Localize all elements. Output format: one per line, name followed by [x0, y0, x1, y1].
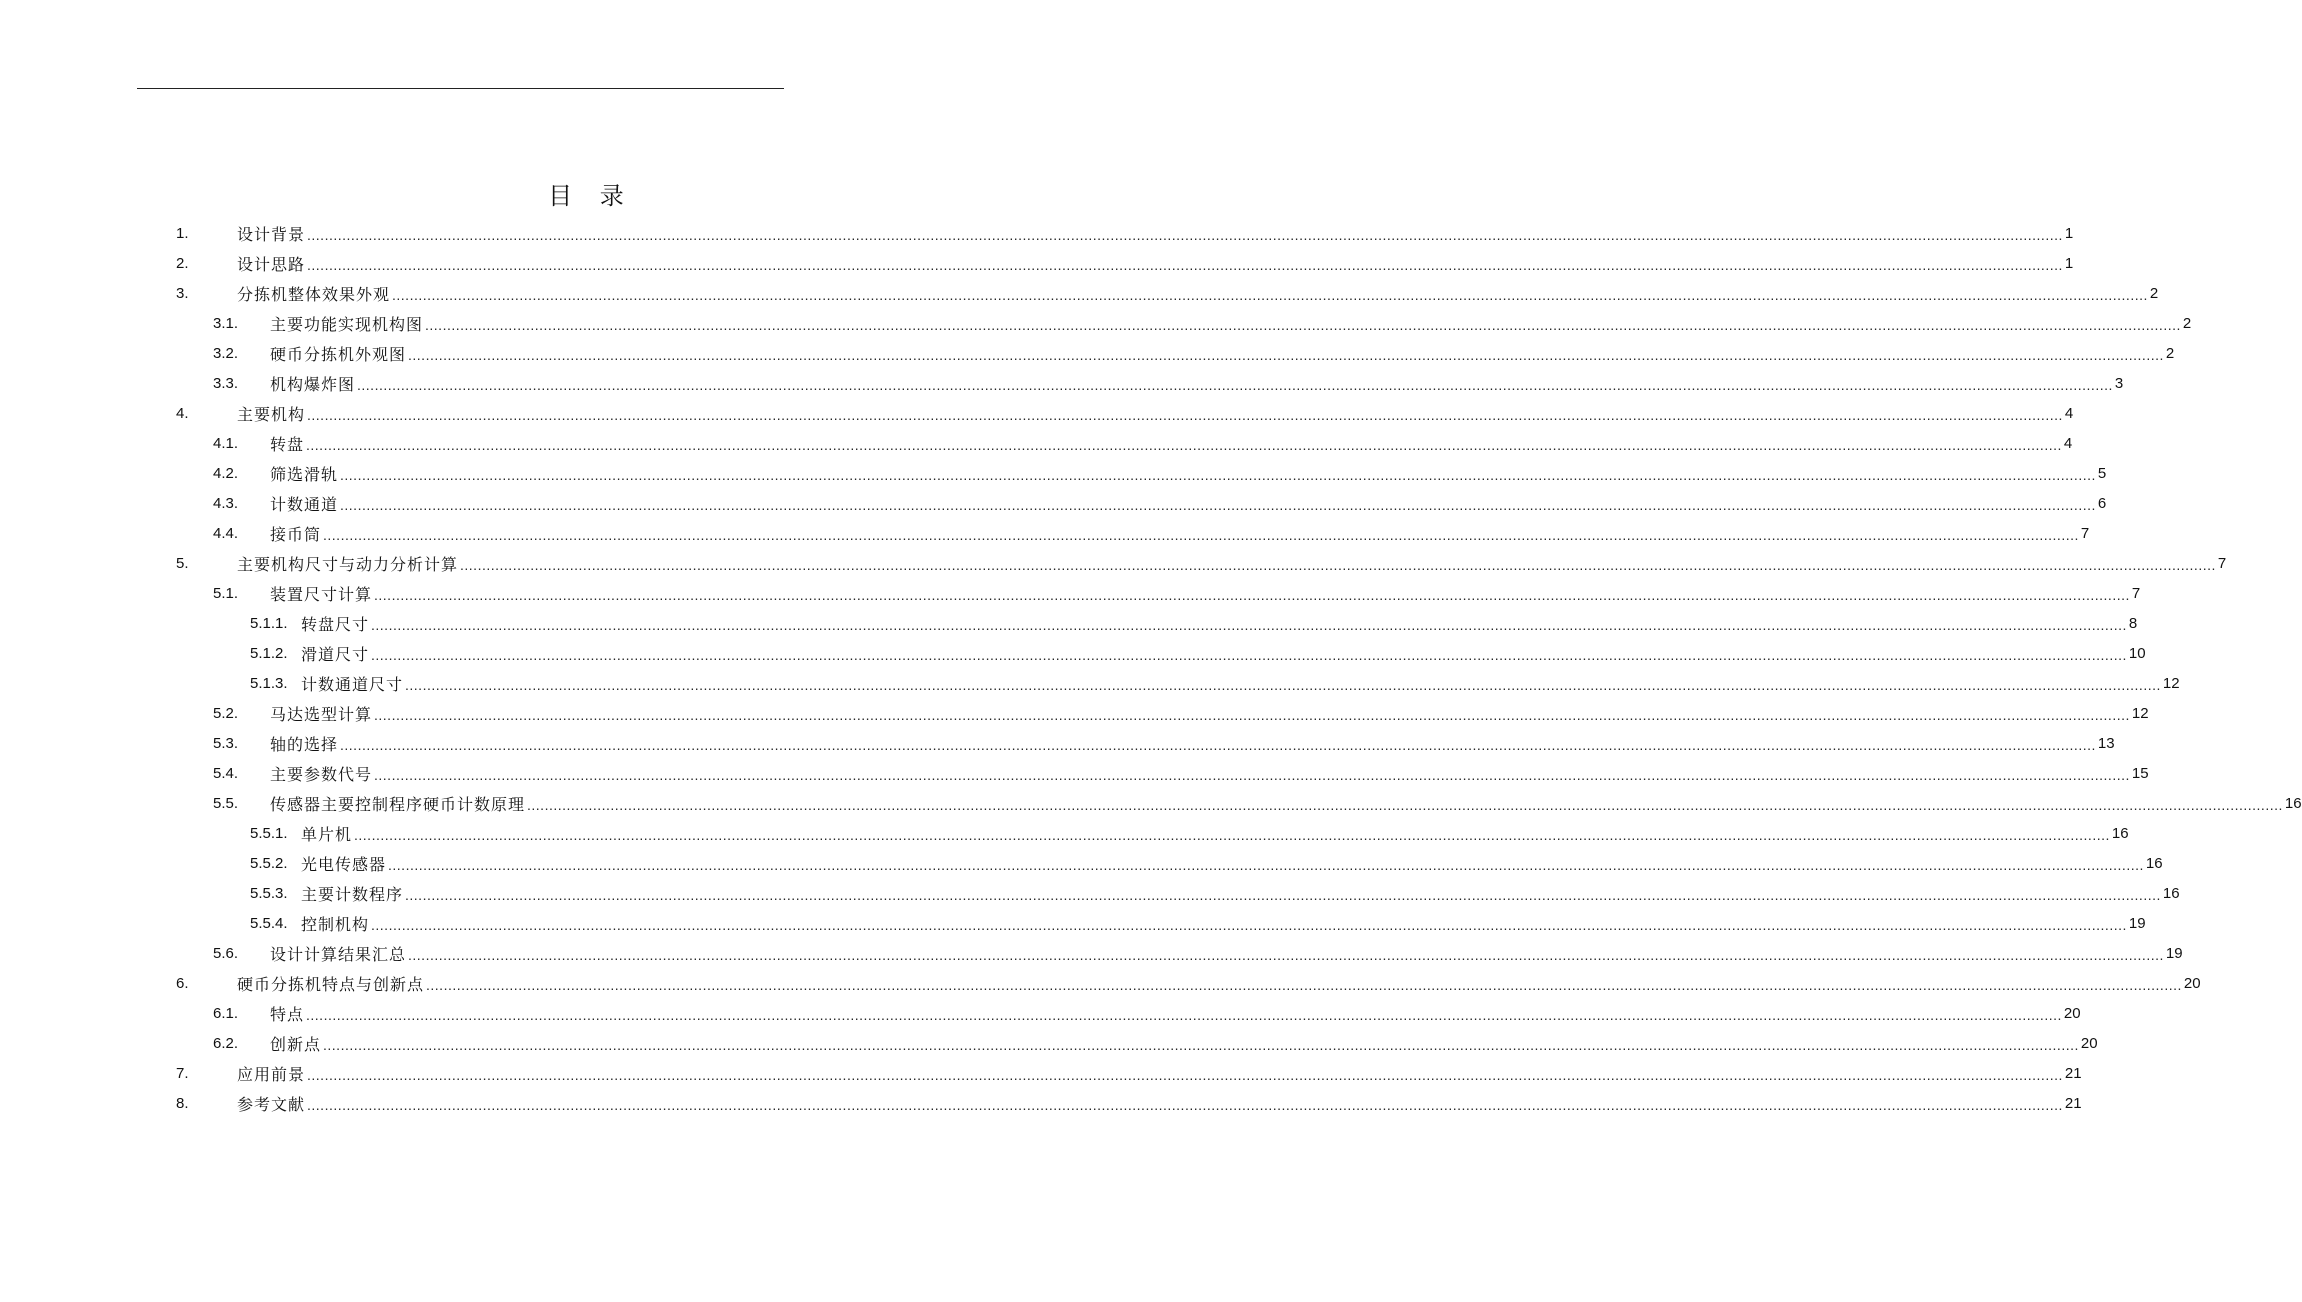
toc-entry[interactable] [250, 818, 2129, 848]
toc-entry[interactable] [213, 788, 2302, 818]
toc-entry-number: 5.1. [213, 584, 239, 602]
toc-entry-page: 12 [2162, 674, 2180, 692]
toc-entry-page: 21 [2064, 1064, 2082, 1082]
toc-dot-leader: ................................................................................................................................................................................................................................................................................................................................................................................................................ [460, 557, 2216, 573]
toc-entry-text: 硬币分拣机外观图 [270, 344, 407, 364]
toc-dot-leader: ................................................................................................................................................................................................................................................................................................................................................................................................................ [340, 467, 2096, 483]
toc-entry-page: 8 [2128, 614, 2138, 632]
toc-entry-page: 16 [2284, 794, 2302, 812]
toc-entry-text: 装置尺寸计算 [270, 584, 373, 604]
toc-entry-text: 轴的选择 [270, 734, 339, 754]
toc-entry-text: 主要参数代号 [270, 764, 373, 784]
toc-entry-number: 3. [176, 284, 189, 302]
toc-entry-page: 7 [2131, 584, 2141, 602]
toc-entry[interactable] [213, 518, 2090, 548]
toc-entry-text: 主要功能实现机构图 [270, 314, 424, 334]
toc-entry-number: 6.1. [213, 1004, 239, 1022]
toc-entry-text: 转盘尺寸 [301, 614, 370, 634]
toc-entry-page: 16 [2145, 854, 2163, 872]
toc-entry-text: 主要计数程序 [301, 884, 404, 904]
toc-entry-page: 21 [2064, 1094, 2082, 1112]
toc-entry-page: 6 [2097, 494, 2107, 512]
toc-entry-number: 5.5.2. [250, 854, 288, 872]
toc-entry-number: 5.5.4. [250, 914, 288, 932]
toc-title: 目 录 [548, 182, 634, 210]
toc-entry-number: 3.3. [213, 374, 239, 392]
toc-entry-number: 5.1.2. [250, 644, 288, 662]
toc-entry-number: 5.2. [213, 704, 239, 722]
toc-dot-leader: ................................................................................................................................................................................................................................................................................................................................................................................................................ [408, 347, 2164, 363]
toc-entry[interactable] [213, 428, 2073, 458]
toc-entry-page: 4 [2064, 404, 2074, 422]
toc-entry[interactable] [213, 938, 2183, 968]
toc-entry-number: 5.5.3. [250, 884, 288, 902]
toc-entry-text: 单片机 [301, 824, 353, 844]
toc-entry-number: 5.1.1. [250, 614, 288, 632]
toc-dot-leader: ................................................................................................................................................................................................................................................................................................................................................................................................................ [408, 947, 2164, 963]
toc-entry-text: 设计思路 [237, 254, 306, 274]
toc-entry-page: 5 [2097, 464, 2107, 482]
toc-entry-page: 10 [2128, 644, 2146, 662]
toc-dot-leader: ................................................................................................................................................................................................................................................................................................................................................................................................................ [307, 227, 2063, 243]
toc-entry-page: 13 [2097, 734, 2115, 752]
toc-entry-text: 滑道尺寸 [301, 644, 370, 664]
toc-entry-page: 1 [2064, 254, 2074, 272]
toc-entry-page: 7 [2217, 554, 2227, 572]
toc-entry-number: 4.2. [213, 464, 239, 482]
toc-entry-page: 19 [2128, 914, 2146, 932]
header-rule [137, 88, 784, 89]
toc-entry[interactable] [213, 698, 2149, 728]
toc-entry-number: 4.4. [213, 524, 239, 542]
toc-entry-number: 6. [176, 974, 189, 992]
toc-entry-text: 计数通道 [270, 494, 339, 514]
toc-entry-number: 1. [176, 224, 189, 242]
toc-dot-leader: ................................................................................................................................................................................................................................................................................................................................................................................................................ [374, 587, 2130, 603]
toc-entry[interactable] [213, 998, 2081, 1028]
toc-entry-text: 转盘 [270, 434, 305, 454]
toc-entry-number: 8. [176, 1094, 189, 1112]
toc-entry[interactable] [176, 1058, 2082, 1088]
toc-entry-text: 筛选滑轨 [270, 464, 339, 484]
toc-entry[interactable] [213, 368, 2124, 398]
toc-entry-page: 2 [2182, 314, 2192, 332]
toc-entry[interactable] [176, 248, 2074, 278]
toc-entry[interactable] [213, 308, 2192, 338]
toc-entry-number: 5. [176, 554, 189, 572]
toc-dot-leader: ................................................................................................................................................................................................................................................................................................................................................................................................................ [392, 287, 2148, 303]
toc-dot-leader: ................................................................................................................................................................................................................................................................................................................................................................................................................ [357, 377, 2113, 393]
toc-entry-text: 传感器主要控制程序硬币计数原理 [270, 794, 526, 814]
toc-dot-leader: ................................................................................................................................................................................................................................................................................................................................................................................................................ [323, 1037, 2079, 1053]
toc-dot-leader: ................................................................................................................................................................................................................................................................................................................................................................................................................ [307, 257, 2063, 273]
toc-entry-page: 16 [2162, 884, 2180, 902]
toc-entry[interactable] [250, 638, 2146, 668]
toc-dot-leader: ................................................................................................................................................................................................................................................................................................................................................................................................................ [405, 677, 2161, 693]
toc-dot-leader: ................................................................................................................................................................................................................................................................................................................................................................................................................ [307, 407, 2063, 423]
toc-dot-leader: ................................................................................................................................................................................................................................................................................................................................................................................................................ [371, 647, 2127, 663]
toc-entry-number: 5.3. [213, 734, 239, 752]
toc-entry-text: 应用前景 [237, 1064, 306, 1084]
toc-entry-number: 3.1. [213, 314, 239, 332]
toc-entry-page: 15 [2131, 764, 2149, 782]
toc-entry-text: 参考文献 [237, 1094, 306, 1114]
toc-entry-text: 硬币分拣机特点与创新点 [237, 974, 425, 994]
toc-entry-page: 7 [2080, 524, 2090, 542]
toc-dot-leader: ................................................................................................................................................................................................................................................................................................................................................................................................................ [307, 1097, 2063, 1113]
toc-entry-text: 计数通道尺寸 [301, 674, 404, 694]
toc-entry[interactable] [176, 218, 2074, 248]
toc-entry-text: 主要机构尺寸与动力分析计算 [237, 554, 459, 574]
toc-dot-leader: ................................................................................................................................................................................................................................................................................................................................................................................................................ [426, 977, 2182, 993]
toc-dot-leader: ................................................................................................................................................................................................................................................................................................................................................................................................................ [374, 767, 2130, 783]
toc-dot-leader: ................................................................................................................................................................................................................................................................................................................................................................................................................ [405, 887, 2161, 903]
toc-entry-text: 分拣机整体效果外观 [237, 284, 391, 304]
toc-entry-text: 接币筒 [270, 524, 322, 544]
toc-entry-number: 5.4. [213, 764, 239, 782]
toc-entry-text: 设计背景 [237, 224, 306, 244]
toc-entry[interactable] [176, 398, 2074, 428]
toc-entry-number: 4.3. [213, 494, 239, 512]
toc-entry-page: 4 [2063, 434, 2073, 452]
toc-dot-leader: ................................................................................................................................................................................................................................................................................................................................................................................................................ [340, 737, 2096, 753]
toc-entry[interactable] [250, 908, 2146, 938]
toc-entry-page: 2 [2165, 344, 2175, 362]
toc-entry[interactable] [213, 1028, 2098, 1058]
toc-entry-number: 2. [176, 254, 189, 272]
toc-entry-number: 4.1. [213, 434, 239, 452]
toc-entry-text: 马达选型计算 [270, 704, 373, 724]
toc-entry-page: 12 [2131, 704, 2149, 722]
toc-dot-leader: ................................................................................................................................................................................................................................................................................................................................................................................................................ [527, 797, 2283, 813]
toc-entry[interactable] [250, 848, 2163, 878]
toc-dot-leader: ................................................................................................................................................................................................................................................................................................................................................................................................................ [374, 707, 2130, 723]
toc-entry-number: 6.2. [213, 1034, 239, 1052]
toc-entry-number: 7. [176, 1064, 189, 1082]
toc-entry[interactable] [213, 758, 2149, 788]
toc-entry[interactable] [176, 278, 2159, 308]
toc-entry-page: 16 [2111, 824, 2129, 842]
toc-entry[interactable] [176, 968, 2201, 998]
toc-dot-leader: ................................................................................................................................................................................................................................................................................................................................................................................................................ [340, 497, 2096, 513]
toc-dot-leader: ................................................................................................................................................................................................................................................................................................................................................................................................................ [323, 527, 2079, 543]
toc-entry[interactable] [176, 1088, 2082, 1118]
toc-entry-page: 20 [2080, 1034, 2098, 1052]
toc-entry-number: 5.1.3. [250, 674, 288, 692]
toc-entry-number: 5.6. [213, 944, 239, 962]
toc-entry[interactable] [250, 668, 2180, 698]
toc-entry[interactable] [250, 878, 2180, 908]
toc-entry[interactable] [250, 608, 2138, 638]
toc-dot-leader: ................................................................................................................................................................................................................................................................................................................................................................................................................ [306, 1007, 2062, 1023]
toc-entry-page: 2 [2149, 284, 2159, 302]
toc-entry-number: 5.5.1. [250, 824, 288, 842]
toc-dot-leader: ................................................................................................................................................................................................................................................................................................................................................................................................................ [388, 857, 2144, 873]
toc-entry-number: 5.5. [213, 794, 239, 812]
toc-entry-text: 光电传感器 [301, 854, 387, 874]
toc-entry[interactable] [213, 578, 2141, 608]
toc-entry-number: 3.2. [213, 344, 239, 362]
toc-dot-leader: ................................................................................................................................................................................................................................................................................................................................................................................................................ [371, 917, 2127, 933]
toc-entry-page: 20 [2063, 1004, 2081, 1022]
toc-entry[interactable] [213, 728, 2115, 758]
toc-entry[interactable] [176, 548, 2227, 578]
toc-entry-number: 4. [176, 404, 189, 422]
toc-entry-text: 设计计算结果汇总 [270, 944, 407, 964]
toc-entry-page: 20 [2183, 974, 2201, 992]
toc-dot-leader: ................................................................................................................................................................................................................................................................................................................................................................................................................ [425, 317, 2181, 333]
toc-entry[interactable] [213, 338, 2175, 368]
toc-entry-text: 特点 [270, 1004, 305, 1024]
toc-dot-leader: ................................................................................................................................................................................................................................................................................................................................................................................................................ [354, 827, 2110, 843]
toc-dot-leader: ................................................................................................................................................................................................................................................................................................................................................................................................................ [307, 1067, 2063, 1083]
toc-dot-leader: ................................................................................................................................................................................................................................................................................................................................................................................................................ [371, 617, 2127, 633]
toc-entry-page: 19 [2165, 944, 2183, 962]
toc-entry-text: 创新点 [270, 1034, 322, 1054]
toc-entry-page: 3 [2114, 374, 2124, 392]
toc-entry[interactable] [213, 488, 2107, 518]
toc-entry-text: 机构爆炸图 [270, 374, 356, 394]
toc-entry-text: 主要机构 [237, 404, 306, 424]
toc-entry[interactable] [213, 458, 2107, 488]
toc-entry-text: 控制机构 [301, 914, 370, 934]
toc-dot-leader: ................................................................................................................................................................................................................................................................................................................................................................................................................ [306, 437, 2062, 453]
toc-entry-page: 1 [2064, 224, 2074, 242]
